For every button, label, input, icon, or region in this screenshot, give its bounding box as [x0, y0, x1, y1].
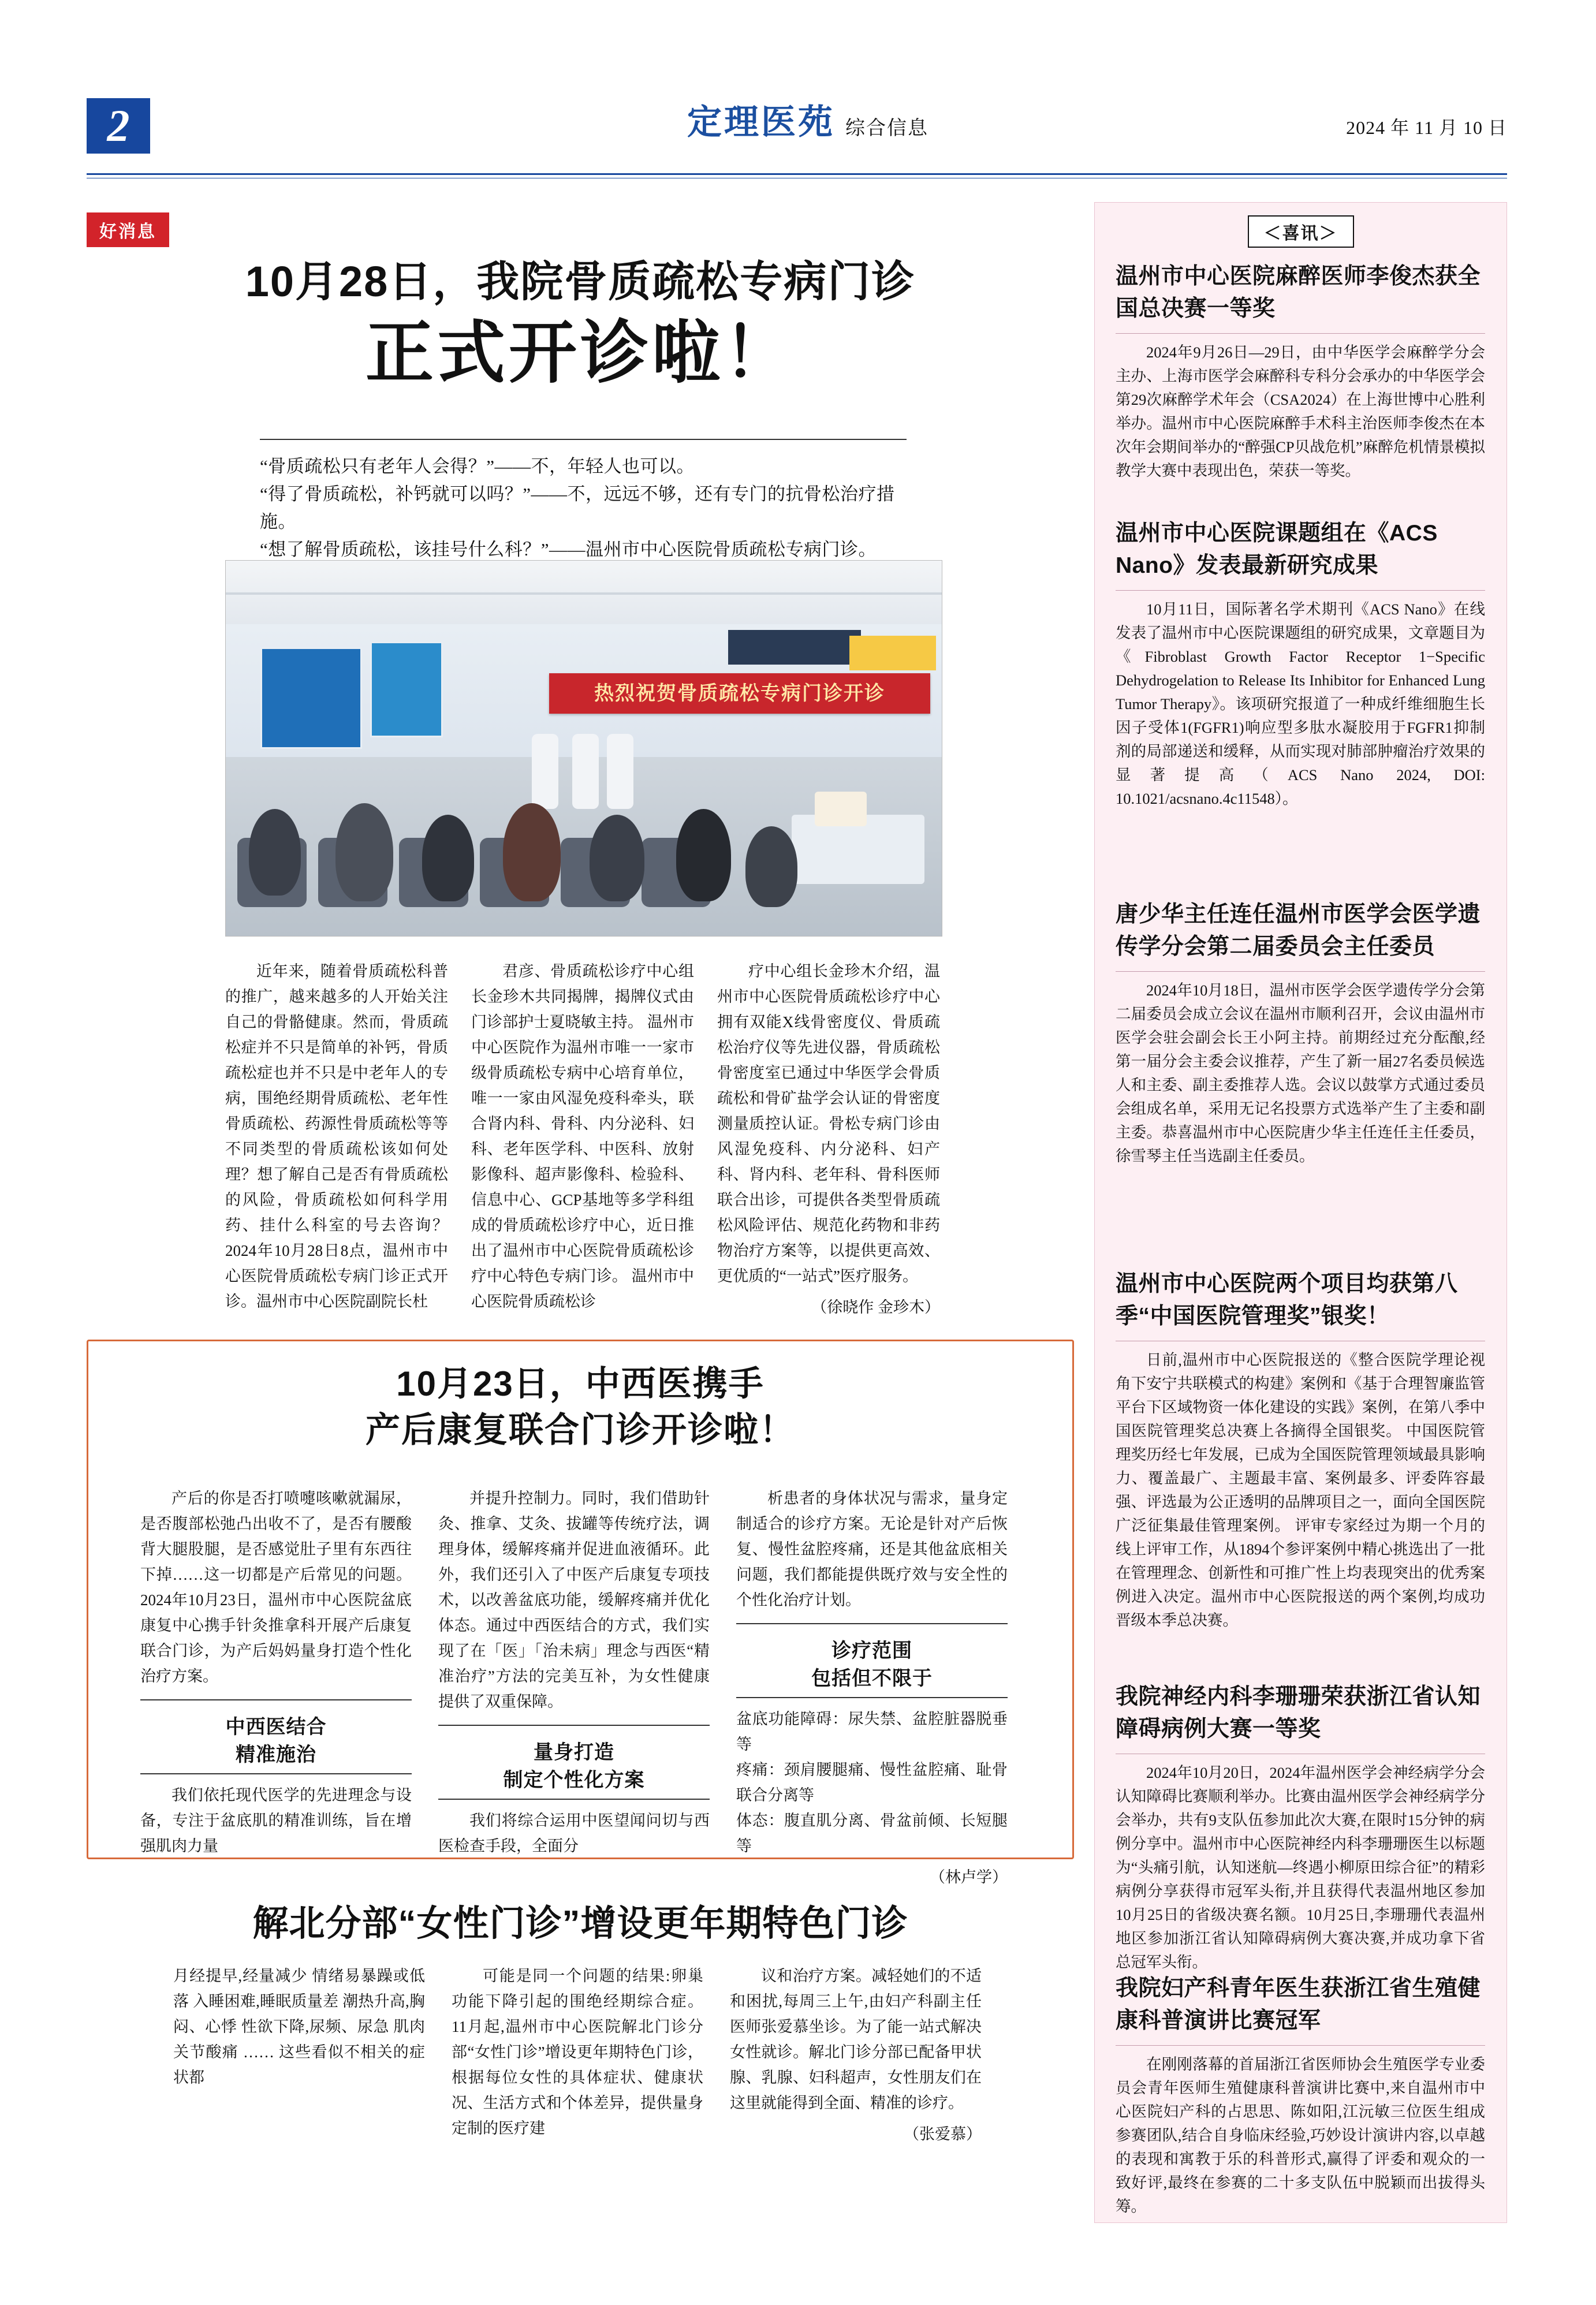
news-body: 2024年10月18日，温州市医学会医学遗传学分会第二届委员会成立会议在温州市顺利召开，会议由温州市医学会驻会副会长王小阿主持。前期经过充分酝酿,经第一届分会主委会议推荐，产生了新一届27名委员候选人和主委、副主委推荐人选。会议以鼓掌方式通过委员会组成名单，采用无记名投票方式选举产生了主委和副主委。恭喜温州市中心医院唐少华主任连任主任委员，徐雪琴主任当选副主任委员。 [1116, 982, 1485, 1165]
subhead-2-line-2: 制定个性化方案 [503, 1769, 645, 1791]
body-text: 君彦、骨质疏松诊疗中心组长金珍木共同揭牌，揭牌仪式由门诊部护士夏晓敏主持。 温州市中心医院作为温州市唯一一家市级骨质疏松专病中心培育单位，唯一一家由风湿免疫科牵头，联合肾内科、骨科、内分泌科、妇科、老年医学科、中医科、放射影像科、超声影像科、检验科、信息中心、GCP基地等多学科组成的骨质疏松诊疗中心，近日推出了温州市中心医院骨质疏松诊疗中心特色专病门诊。 温州市中心医院骨质疏松诊 [471, 963, 694, 1310]
body-column-1 [225, 958, 448, 1320]
article-2-column-1 [140, 1486, 412, 1890]
article-2-byline: （林卢学） [930, 1868, 1008, 1886]
news-body: 10月11日，国际著名学术期刊《ACS Nano》在线发表了温州市中心医院课题组的研究成果，文章题目为《Fibroblast Growth Factor Receptor 1−Specific Dehydrogelation to Release Its Inhibitor for Enhanced Lung Tumor Therapy》。该项研究报道了一种成纤维细胞生长因子受体1(FGFR1)响应型多肽水凝胶用于FGFR1抑制剂的局部递送和缓释，从而实现对肺部肿瘤治疗效果的显著提高（ACS Nano 2024, DOI: 10.1021/acsnano.4c11548）。 [1116, 601, 1485, 807]
news-title: 我院神经内科李珊珊荣获浙江省认知障碍病例大赛一等奖 [1116, 1684, 1481, 1741]
body-text: 近年来，随着骨质疏松科普的推广，越来越多的人开始关注自己的骨骼健康。然而，骨质疏松症并不只是简单的补钙，骨质疏松症也并不只是中老年人的专病，围绝经期骨质疏松、老年性骨质疏松、药源性骨质疏松等等不同类型的骨质疏松该如何处理？想了解自己是否有骨质疏松的风险，骨质疏松如何科学用药、挂什么科室的号去咨询？ 2024年10月28日8点，温州市中心医院骨质疏松专病门诊正式开诊。温州市中心医院副院长杜 [225, 963, 448, 1310]
news-body: 2024年10月20日，2024年温州医学会神经病学分会认知障碍比赛顺利举办。比赛由温州医学会神经病学分会举办，共有9支队伍参加此次大赛,在限时15分钟的病例分享中。温州市中心医院神经内科李珊珊医生以标题为“头痛引航，认知迷航—终遇小柳原田综合征”的精彩病例分享获得市冠军头衔,并且获得代表温州地区参加10月25日的省级决赛名额。10月25日,李珊珊代表温州地区参加浙江省认知障碍病例大赛决赛,并成功拿下省总冠军头衔。 [1116, 1764, 1485, 1971]
section-label: 综合信息 [845, 118, 928, 139]
article-2-column-2 [438, 1486, 710, 1890]
scope-item: 体态：腹直肌分离、骨盆前倾、长短腿等 [736, 1812, 1008, 1855]
headline-line-1: 10月28日，我院骨质疏松专病门诊 [245, 258, 916, 305]
page-number: 2 [87, 98, 150, 154]
headline-line-2: 正式开诊啦！ [365, 315, 795, 391]
issue-date: 2024 年 11 月 10 日 [1346, 117, 1507, 138]
news-divider [1116, 590, 1485, 591]
body-text: 月经提早,经量减少 情绪易暴躁或低落 入睡困难,睡眠质量差 潮热升高,胸闷、心悸 性欲下降,尿频、尿急 肌肉关节酸痛 …… 这些看似不相关的症状都 [173, 1967, 425, 2086]
photo-poster-left-2 [370, 641, 443, 737]
lead-headline [87, 254, 1074, 394]
photo-doctor [607, 734, 633, 809]
lede-line: “骨质疏松只有老年人会得？”——不，年轻人也可以。 [260, 456, 695, 476]
news-title: 我院妇产科青年医生获浙江省生殖健康科普演讲比赛冠军 [1116, 1976, 1481, 2033]
news-item-5[interactable] [1116, 1681, 1485, 1974]
body-text: 我们将综合运用中医望闻问切与西医检查手段，全面分 [438, 1812, 710, 1855]
article-2-title [88, 1361, 1072, 1453]
body-text: 议和治疗方案。减轻她们的不适和困扰,每周三上午,由妇产科副主任医师张爱慕坐诊。为了能一站式解决女性就诊。解北门诊分部已配备甲状腺、乳腺、妇科超声，女性朋友们在这里就能得到全面、精准的诊疗。 [730, 1967, 982, 2112]
subhead-1-line-1: 中西医结合 [225, 1716, 327, 1738]
body-text: 产后的你是否打喷嚏咳嗽就漏尿，是否腹部松弛凸出收不了，是否有腰酸背大腿股腿，是否感觉肚子里有东西往下掉……这一切都是产后常见的问题。2024年10月23日，温州市中心医院盆底康复中心携手针灸推拿科开展产后康复联合门诊，为产后妈妈量身打造个性化治疗方案。 [140, 1490, 412, 1685]
body-text: 我们依托现代医学的先进理念与设备，专注于盆底肌的精准训练，旨在增强肌肉力量 [140, 1786, 412, 1855]
scope-item: 盆底功能障碍：尿失禁、盆腔脏器脱垂等 [736, 1710, 1008, 1753]
news-divider [1116, 333, 1485, 334]
article-3-column-2 [452, 1963, 703, 2147]
good-news-badge: 好消息 [87, 212, 169, 247]
news-title: 温州市中心医院课题组在《ACS Nano》发表最新研究成果 [1116, 521, 1438, 578]
news-divider [1116, 2045, 1485, 2046]
body-text: 可能是同一个问题的结果:卵巢功能下降引起的围绝经期综合症。 11月起,温州市中心医院解北门诊分部“女性门诊”增设更年期特色门诊，根据每位女性的具体症状、健康状况、生活方式和个体差异，提供量身定制的医疗建 [452, 1967, 703, 2137]
publication-logo: 定理医苑 [687, 103, 835, 141]
scope-title-line-2: 包括但不限于 [811, 1668, 933, 1689]
article-2-title-line-2: 产后康复联合门诊开诊啦！ [366, 1411, 795, 1449]
good-news-header-badge: ＜喜讯＞ [1248, 215, 1354, 248]
news-item-2[interactable] [1116, 517, 1485, 811]
body-text: 并提升控制力。同时，我们借助针灸、推拿、艾灸、拔罐等传统疗法，调理身体，缓解疼痛并促进血液循环。此外，我们还引入了中医产后康复专项技术，以改善盆底功能，缓解疼痛并优化体态。通过中西医结合的方式，我们实现了在「医」「治未病」理念与西医“精准治疗”方法的完美互补，为女性健康提供了双重保障。 [438, 1490, 710, 1710]
lead-article-body [225, 958, 941, 1320]
body-column-2 [471, 958, 694, 1320]
photo-sign-pediatrics [849, 636, 936, 670]
news-item-1[interactable] [1116, 260, 1485, 483]
article-3-column-3 [730, 1963, 982, 2147]
news-body: 2024年9月26日—29日，由中华医学会麻醉学分会主办、上海市医学会麻醉科专科分会承办的中华医学会第29次麻醉学术年会（CSA2024）在上海世博中心胜利举办。温州市中心医院麻醉手术科主治医师李俊杰在本次年会期间举办的“醉强CP贝战危机”麻醉危机情景模拟教学大赛中表现出色，荣获一等奖。 [1116, 344, 1485, 479]
news-title: 唐少华主任连任温州市医学会医学遗传学分会第二届委员会主任委员 [1116, 902, 1481, 959]
right-column [1094, 202, 1507, 2223]
lede-line: “想了解骨质疏松，该挂号什么科？”——温州市中心医院骨质疏松专病门诊。 [260, 539, 877, 560]
article-3-byline: （张爱慕） [904, 2125, 982, 2143]
scope-title-line-1: 诊疗范围 [831, 1640, 912, 1662]
article-3-body [173, 1963, 993, 2147]
news-item-3[interactable] [1116, 898, 1485, 1168]
news-title: 温州市中心医院两个项目均获第八季“中国医院管理奖”银奖！ [1116, 1271, 1458, 1329]
news-divider [1116, 971, 1485, 972]
masthead [87, 98, 1507, 167]
lede-line: “得了骨质疏松，补钙就可以吗？”——不，远远不够，还有专门的抗骨松治疗措施。 [260, 484, 895, 532]
scope-title [736, 1637, 1008, 1692]
photo-screen [728, 630, 861, 665]
photo-audience [237, 803, 930, 930]
article-3-title: 解北分部“女性门诊”增设更年期特色门诊 [252, 1904, 908, 1944]
photo-poster-left [260, 647, 362, 749]
body-column-3 [717, 958, 940, 1320]
subhead-2-line-1: 量身打造 [534, 1741, 614, 1763]
news-item-6[interactable] [1116, 1972, 1485, 2218]
subhead-2 [438, 1739, 710, 1794]
article-byline: （徐晓作 金珍木） [811, 1299, 940, 1316]
news-item-4[interactable] [1116, 1268, 1485, 1632]
scope-list [736, 1706, 1008, 1859]
subhead-1 [140, 1713, 412, 1769]
article-2-box [87, 1340, 1074, 1886]
article-2-column-3 [736, 1486, 1008, 1890]
masthead-title-group [687, 102, 928, 143]
body-text: 析患者的身体状况与需求，量身定制适合的诊疗方案。无论是针对产后恢复、慢性盆腔疼痛，还是其他盆底相关问题，我们都能提供既疗效与安全性的个性化治疗计划。 [736, 1490, 1008, 1609]
masthead-divider [87, 173, 1507, 175]
body-text: 疗中心组长金珍木介绍，温州市中心医院骨质疏松诊疗中心拥有双能X线骨密度仪、骨质疏松治疗仪等先进仪器，骨质疏松骨密度室已通过中华医学会骨质疏松和骨矿盐学会认证的骨密度测量质控认证。骨松专病门诊由风湿免疫科、内分泌科、妇产科、肾内科、老年科、骨科医师联合出诊，可提供各类型骨质疏松风险评估、规范化药物和非药物治疗方案等，以提供更高效、更优质的“一站式”医疗服务。 [717, 963, 940, 1285]
article-2-body [140, 1486, 1024, 1890]
news-title: 温州市中心医院麻醉医师李俊杰获全国总决赛一等奖 [1116, 264, 1481, 321]
article-photo [225, 560, 942, 937]
photo-doctor [572, 734, 599, 809]
news-body: 日前,温州市中心医院报送的《整合医院学理论视角下安宁共联模式的构建》案例和《基于合理智廉监管平台下区域物资一体化建设的实践》案例，在第八季中国医院管理奖总决赛上各摘得全国银奖。 中国医院管理奖历经七年发展，已成为全国医院管理领域最具影响力、覆盖最广、主题最丰富、案例最多、评委阵容最强、评选最为公正透明的品牌项目之一，面向全国医院广泛征集最佳管理案例。 评审专家经过为期一个月的线上评审工作，从1894个参评案例中精心挑选出了一批在管理理念、创新性和可推广性上均表现突出的优秀案例进入决定。温州市中心医院报送的两个案例,均成功晋级本季总决赛。 [1116, 1351, 1485, 1629]
photo-doctor [532, 734, 558, 809]
lede-block [260, 439, 907, 577]
news-body: 在刚刚落幕的首届浙江省医师协会生殖医学专业委员会青年医师生殖健康科普演讲比赛中,来自温州市中心医院妇产科的占思思、陈如阳,江沅敏三位医生组成参赛团队,结合自身临床经验,巧妙设计演讲内容,以卓越的表现和寓教于乐的科普形式,赢得了评委和观众的一致好评,最终在参赛的二十多支队伍中脱颖而出拔得头筹。 [1116, 2056, 1485, 2215]
article-2-title-line-1: 10月23日，中西医携手 [396, 1364, 765, 1403]
photo-banner-text: 热烈祝贺骨质疏松专病门诊开诊 [549, 673, 930, 714]
subhead-1-line-2: 精准施治 [236, 1744, 316, 1766]
article-3-column-1 [173, 1963, 425, 2147]
scope-item: 疼痛：颈肩腰腿痛、慢性盆腔痛、耻骨联合分离等 [736, 1761, 1008, 1804]
photo-ceiling [226, 561, 942, 624]
